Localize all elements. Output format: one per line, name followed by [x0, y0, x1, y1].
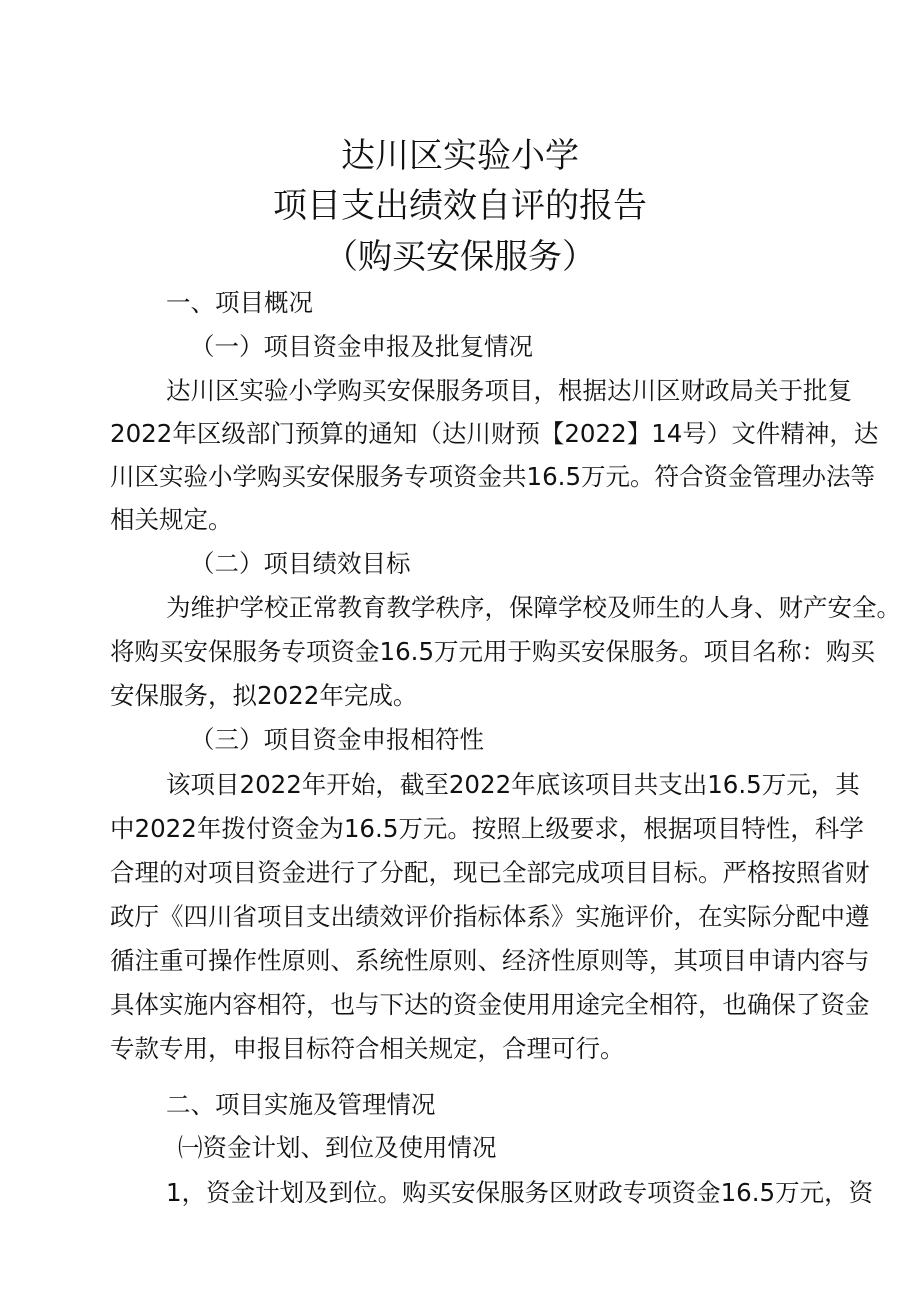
paragraph-line: 将购买安保服务专项资金16.5万元用于购买安保服务。项目名称：购买 [110, 637, 876, 666]
subsection-heading-performance-goal: （二）项目绩效目标 [190, 549, 411, 578]
subsection-heading-application-consistency: （三）项目资金申报相符性 [190, 725, 484, 754]
paragraph-line: 具体实施内容相符，也与下达的资金使用用途完全相符，也确保了资金 [110, 990, 870, 1019]
section-heading-implementation-management: 二、项目实施及管理情况 [166, 1090, 436, 1119]
paragraph-line: 川区实验小学购买安保服务专项资金共16.5万元。符合资金管理办法等 [110, 462, 876, 491]
paragraph-line: 安保服务，拟2022年完成。 [110, 681, 418, 710]
paragraph-line: 相关规定。 [110, 505, 233, 534]
subsection-heading-fund-plan-usage: ㈠资金计划、到位及使用情况 [178, 1133, 497, 1162]
paragraph-line: 为维护学校正常教育教学秩序，保障学校及师生的人身、财产安全。 [166, 593, 901, 622]
paragraph-line: 1，资金计划及到位。购买安保服务区财政专项资金16.5万元，资 [166, 1178, 874, 1207]
paragraph-line: 该项目2022年开始，截至2022年底该项目共支出16.5万元，其 [166, 770, 860, 799]
paragraph-line: 合理的对项目资金进行了分配，现已全部完成项目目标。严格按照省财 [110, 858, 870, 887]
section-heading-project-overview: 一、项目概况 [166, 288, 313, 317]
document-title-school: 达川区实验小学 [341, 136, 579, 176]
document-title-report: 项目支出绩效自评的报告 [273, 186, 647, 226]
paragraph-line: 2022年区级部门预算的通知（达川财预【2022】14号）文件精神，达 [110, 419, 879, 448]
subsection-heading-funding-approval: （一）项目资金申报及批复情况 [190, 332, 533, 361]
document-title-subtitle: （购买安保服务） [324, 237, 596, 277]
paragraph-line: 政厅《四川省项目支出绩效评价指标体系》实施评价，在实际分配中遵 [110, 902, 870, 931]
paragraph-line: 达川区实验小学购买安保服务项目，根据达川区财政局关于批复 [166, 376, 852, 405]
paragraph-line: 中2022年拨付资金为16.5万元。按照上级要求，根据项目特性，科学 [110, 814, 864, 843]
paragraph-line: 专款专用，申报目标符合相关规定，合理可行。 [110, 1034, 625, 1063]
paragraph-line: 循注重可操作性原则、系统性原则、经济性原则等，其项目申请内容与 [110, 946, 870, 975]
